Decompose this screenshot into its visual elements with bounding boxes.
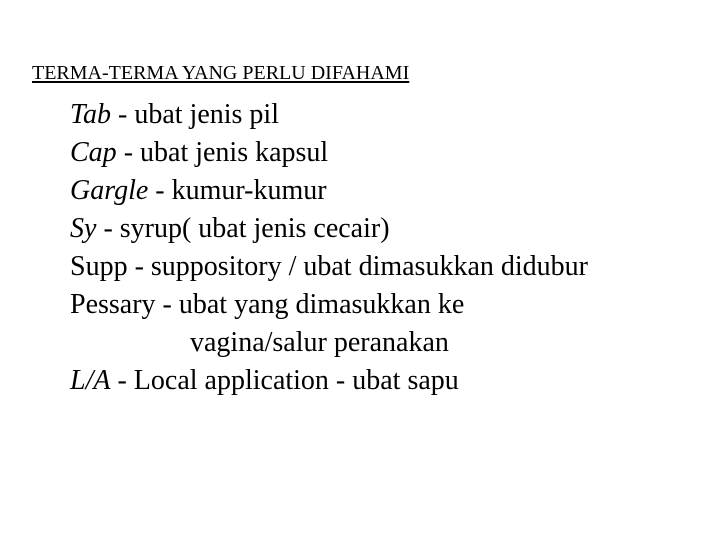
term-row [70,362,588,400]
term-definition: - ubat yang dimasukkan ke [155,289,465,320]
term-definition: vagina/salur peranakan [190,327,449,358]
term-word: Pessary [70,289,156,320]
term-continuation-line [70,324,588,362]
term-word: Gargle [70,175,149,206]
term-definition: - syrup( ubat jenis cecair) [96,213,390,244]
term-row [70,286,588,324]
term-word: Tab [70,99,112,130]
term-row [70,248,588,286]
term-row [70,172,588,210]
term-word: L/A [70,365,111,396]
term-row [70,96,588,134]
page-title: TERMA-TERMA YANG PERLU DIFAHAMI [32,62,410,84]
term-word: Sy [70,213,97,244]
term-word: Cap [70,137,117,168]
term-definition: - ubat jenis kapsul [116,137,329,168]
term-definition: - Local application - ubat sapu [110,365,459,396]
term-definition: - suppository / ubat dimasukkan didubur [127,251,588,282]
term-definition: - kumur-kumur [148,175,327,206]
terms-list [70,96,588,400]
term-row [70,210,588,248]
term-definition: - ubat jenis pil [111,99,279,130]
term-row [70,134,588,172]
term-word: Supp [70,251,128,282]
